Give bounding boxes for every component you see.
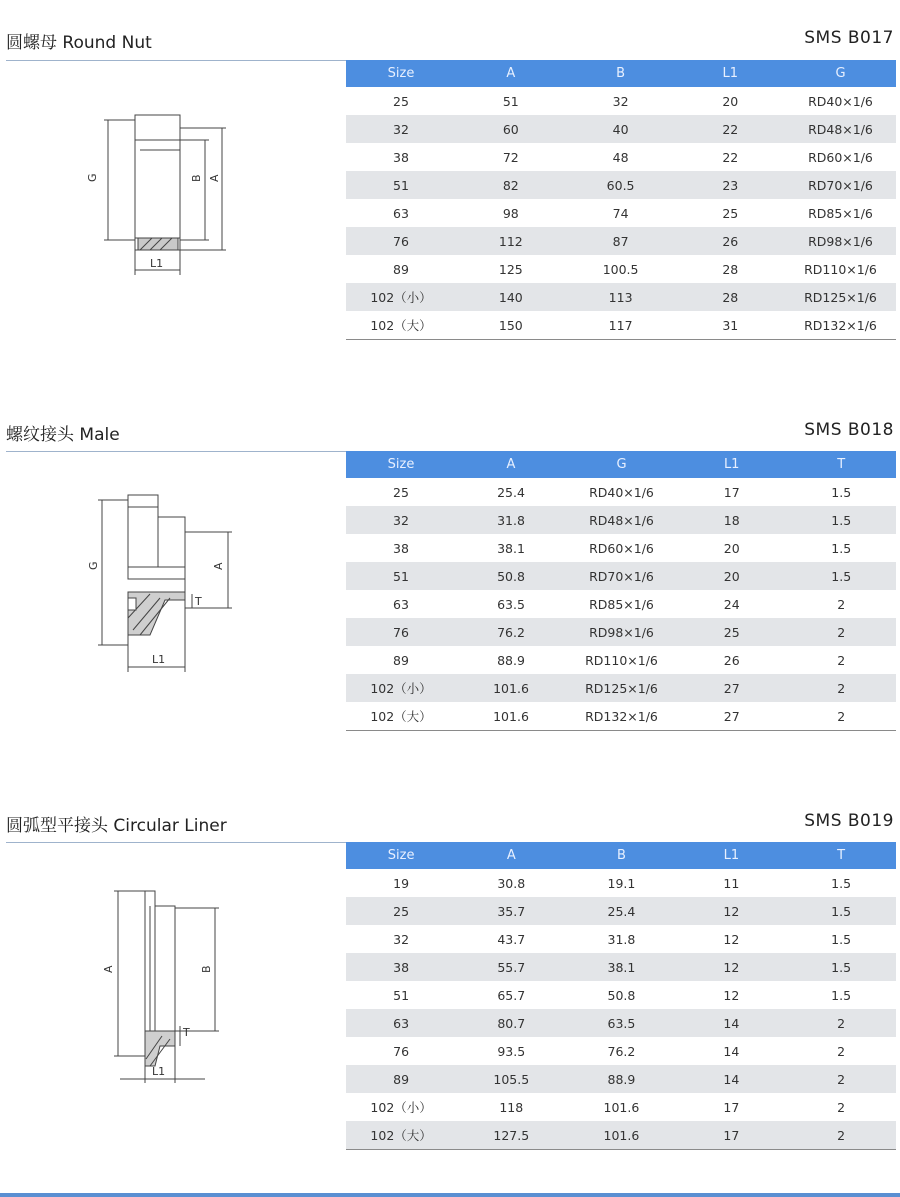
table-cell: 12	[677, 897, 787, 925]
col-header: L1	[676, 60, 785, 87]
table-cell: 102（大）	[346, 311, 456, 340]
table-cell: 48	[612, 149, 629, 165]
dim-g-label: G	[87, 561, 100, 570]
table-cell: 55.7	[456, 953, 566, 981]
dim-a-label: A	[102, 965, 115, 973]
table-row	[346, 506, 896, 534]
table-cell: RD48×1/6	[566, 506, 677, 534]
table-row	[346, 115, 896, 143]
table-cell: 117	[566, 311, 676, 340]
table-cell: RD98×1/6	[566, 618, 677, 646]
col-header: G	[566, 451, 677, 478]
table-cell: 28	[722, 261, 739, 277]
table-cell: 25	[393, 484, 409, 500]
table-cell: 31.8	[456, 506, 566, 534]
dim-b-label: B	[200, 965, 213, 973]
table-cell: 26	[676, 227, 785, 255]
section-title: 螺纹接头 Male	[6, 425, 120, 445]
table-cell: 31.8	[607, 931, 636, 947]
table-cell: 76	[346, 618, 456, 646]
table-cell: 2	[837, 596, 846, 612]
table-cell: 89	[393, 652, 409, 668]
table-row	[346, 227, 896, 255]
table-cell: 22	[722, 149, 739, 165]
col-header: A	[456, 451, 566, 478]
table-cell: RD60×1/6	[589, 540, 654, 556]
table-cell: 50.8	[607, 987, 636, 1003]
table-cell: 12	[723, 931, 740, 947]
table-cell: 76.2	[456, 618, 566, 646]
table-cell: 100.5	[602, 261, 639, 277]
table-cell: RD48×1/6	[785, 115, 896, 143]
table-cell: 101.6	[603, 1099, 640, 1115]
dim-a-label: A	[208, 174, 221, 182]
table-row	[346, 1065, 896, 1093]
table-row	[346, 674, 896, 702]
table-cell: 1.5	[831, 484, 852, 500]
table-row	[346, 562, 896, 590]
table-cell: 76	[346, 227, 456, 255]
table-row	[346, 646, 896, 674]
section-code: SMS B018	[804, 420, 894, 440]
table-cell: 1.5	[786, 953, 896, 981]
table-cell: 2	[786, 618, 896, 646]
col-header: Size	[346, 60, 456, 87]
table-cell: 1.5	[831, 540, 852, 556]
circular-liner-drawing	[0, 881, 240, 1091]
table-cell: 63	[393, 205, 409, 221]
table-row	[346, 1121, 896, 1150]
table-cell: 12	[723, 987, 740, 1003]
table-cell: 102（小）	[370, 1100, 432, 1115]
table-cell: 12	[677, 953, 787, 981]
dim-b-label: B	[190, 174, 203, 182]
col-header: Size	[346, 842, 456, 869]
table-cell: 51	[346, 171, 456, 199]
table-cell: 2	[786, 1009, 896, 1037]
table-cell: RD70×1/6	[566, 562, 677, 590]
table-cell: 112	[456, 227, 566, 255]
table-row	[346, 925, 896, 953]
col-header: T	[786, 842, 896, 869]
table-cell: 22	[676, 115, 785, 143]
table-cell: 2	[837, 1043, 846, 1059]
table-cell: 102（小）	[346, 674, 456, 702]
col-header: B	[566, 60, 676, 87]
table-row	[346, 311, 896, 340]
table-cell: 101.6	[456, 674, 566, 702]
dim-t-label: T	[195, 595, 202, 608]
table-row	[346, 590, 896, 618]
dim-l1-label: L1	[150, 257, 164, 270]
table-cell: RD40×1/6	[808, 93, 873, 109]
table-row	[346, 618, 896, 646]
table-cell: 72	[502, 149, 519, 165]
table-cell: 51	[346, 562, 456, 590]
table-cell: 63.5	[497, 596, 525, 612]
dim-a-label: A	[212, 562, 225, 570]
table-cell: 38	[346, 953, 456, 981]
table-cell: 20	[723, 540, 740, 556]
round-nut-drawing	[0, 110, 240, 280]
table-cell: 17	[677, 1121, 787, 1150]
table-cell: 105.5	[456, 1065, 566, 1093]
dim-l1-label: L1	[152, 653, 166, 666]
table-cell: 23	[676, 171, 785, 199]
male-drawing	[0, 490, 240, 680]
table-cell: RD85×1/6	[808, 205, 873, 221]
table-cell: 1.5	[786, 562, 896, 590]
male-table	[346, 451, 896, 731]
table-cell: 63	[393, 596, 409, 612]
dim-t-label: T	[183, 1026, 190, 1039]
table-cell: 65.7	[497, 987, 526, 1003]
table-cell: 25	[677, 618, 786, 646]
table-row	[346, 869, 896, 897]
table-cell: 26	[723, 652, 740, 668]
table-cell: 27	[677, 674, 786, 702]
table-cell: 38.1	[566, 953, 676, 981]
table-cell: 1.5	[786, 897, 896, 925]
table-cell: 20	[722, 93, 739, 109]
table-cell: 14	[677, 1065, 787, 1093]
table-cell: 60.5	[566, 171, 676, 199]
table-cell: 74	[612, 205, 629, 221]
table-cell: 30.8	[497, 875, 526, 891]
table-cell: 38	[393, 540, 409, 556]
table-row	[346, 199, 896, 227]
table-body	[346, 478, 896, 731]
table-cell: 1.5	[831, 931, 852, 947]
table-cell: RD98×1/6	[785, 227, 896, 255]
table-cell: 43.7	[497, 931, 526, 947]
table-cell: 101.6	[566, 1121, 676, 1150]
table-cell: 76.2	[607, 1043, 636, 1059]
table-cell: 88.9	[566, 1065, 676, 1093]
table-row	[346, 171, 896, 199]
table-cell: RD85×1/6	[589, 596, 654, 612]
col-header: L1	[677, 842, 787, 869]
col-header: T	[786, 451, 896, 478]
table-cell: 32	[612, 93, 629, 109]
table-cell: 82	[456, 171, 566, 199]
table-cell: 63.5	[566, 1009, 676, 1037]
table-row	[346, 534, 896, 562]
table-row	[346, 283, 896, 311]
table-row	[346, 897, 896, 925]
table-header-row	[346, 842, 896, 869]
round-nut-table	[346, 60, 896, 340]
table-cell: 28	[676, 283, 785, 311]
table-cell: 40	[566, 115, 676, 143]
table-cell: 38	[393, 149, 409, 165]
table-cell: 2	[786, 702, 896, 731]
table-cell: 87	[566, 227, 676, 255]
table-row	[346, 1093, 896, 1121]
table-cell: 25	[346, 897, 456, 925]
table-cell: 17	[723, 1099, 740, 1115]
col-header: Size	[346, 451, 456, 478]
table-cell: 2	[837, 652, 846, 668]
table-cell: 31	[676, 311, 785, 340]
table-cell: 1.5	[831, 875, 852, 891]
table-cell: 102（大）	[346, 1121, 456, 1150]
table-cell: 2	[837, 1099, 846, 1115]
table-cell: 17	[723, 484, 740, 500]
table-cell: 32	[346, 506, 456, 534]
table-cell: 80.7	[456, 1009, 566, 1037]
table-cell: 19.1	[607, 875, 636, 891]
section-code: SMS B019	[804, 811, 894, 831]
table-cell: RD70×1/6	[785, 171, 896, 199]
table-cell: RD40×1/6	[589, 484, 654, 500]
table-cell: 93.5	[497, 1043, 526, 1059]
dim-l1-label: L1	[152, 1065, 166, 1078]
table-cell: 63	[346, 1009, 456, 1037]
table-cell: 101.6	[456, 702, 566, 731]
table-cell: 25.4	[566, 897, 676, 925]
table-cell: 32	[393, 931, 410, 947]
table-cell: 32	[346, 115, 456, 143]
table-cell: 113	[566, 283, 676, 311]
table-cell: 102（小）	[346, 283, 456, 311]
table-row	[346, 478, 896, 506]
table-row	[346, 702, 896, 731]
table-cell: 25	[722, 205, 739, 221]
table-body	[346, 87, 896, 340]
table-cell: RD125×1/6	[566, 674, 677, 702]
table-cell: 18	[677, 506, 786, 534]
table-cell: 19	[393, 875, 410, 891]
table-row	[346, 87, 896, 115]
table-cell: 25.4	[497, 484, 525, 500]
table-row	[346, 1037, 896, 1065]
circular-liner-table	[346, 842, 896, 1150]
col-header: A	[456, 60, 566, 87]
table-cell: 98	[502, 205, 519, 221]
table-row	[346, 143, 896, 171]
table-cell: 150	[456, 311, 566, 340]
table-cell: 102（大）	[346, 702, 456, 731]
table-cell: RD125×1/6	[785, 283, 896, 311]
table-cell: 20	[677, 562, 786, 590]
table-cell: RD132×1/6	[785, 311, 896, 340]
table-cell: 2	[786, 1065, 896, 1093]
table-cell: 11	[723, 875, 740, 891]
table-cell: 89	[346, 1065, 456, 1093]
table-cell: 125	[498, 261, 523, 277]
col-header: G	[785, 60, 896, 87]
table-cell: 50.8	[456, 562, 566, 590]
col-header: L1	[677, 451, 786, 478]
table-row	[346, 1009, 896, 1037]
table-cell: 60	[456, 115, 566, 143]
col-header: A	[456, 842, 566, 869]
table-cell: 24	[723, 596, 740, 612]
table-cell: RD110×1/6	[585, 652, 658, 668]
table-cell: RD132×1/6	[566, 702, 677, 731]
table-cell: 38.1	[497, 540, 525, 556]
table-cell: 1.5	[831, 987, 852, 1003]
table-cell: 118	[499, 1099, 524, 1115]
table-cell: 14	[723, 1043, 740, 1059]
table-cell: 76	[393, 1043, 410, 1059]
table-cell: 89	[393, 261, 409, 277]
table-cell: RD60×1/6	[808, 149, 873, 165]
table-cell: RD110×1/6	[804, 261, 877, 277]
table-cell: 2	[786, 674, 896, 702]
section-code: SMS B017	[804, 28, 894, 48]
table-cell: 27	[677, 702, 786, 731]
table-cell: 51	[393, 987, 410, 1003]
section-title: 圆螺母 Round Nut	[6, 33, 152, 53]
table-cell: 127.5	[456, 1121, 566, 1150]
table-row	[346, 255, 896, 283]
table-cell: 35.7	[456, 897, 566, 925]
table-cell: 51	[502, 93, 519, 109]
col-header: B	[566, 842, 676, 869]
table-header-row	[346, 451, 896, 478]
table-row	[346, 981, 896, 1009]
section-title: 圆弧型平接头 Circular Liner	[6, 816, 227, 836]
table-cell: 1.5	[786, 506, 896, 534]
table-cell: 2	[786, 1121, 896, 1150]
table-body	[346, 869, 896, 1150]
table-cell: 88.9	[497, 652, 525, 668]
table-row	[346, 953, 896, 981]
table-cell: 25	[393, 93, 409, 109]
table-header-row	[346, 60, 896, 87]
page-bottom-border	[0, 1193, 900, 1197]
dim-g-label: G	[86, 173, 99, 182]
table-cell: 140	[456, 283, 566, 311]
table-cell: 14	[677, 1009, 787, 1037]
